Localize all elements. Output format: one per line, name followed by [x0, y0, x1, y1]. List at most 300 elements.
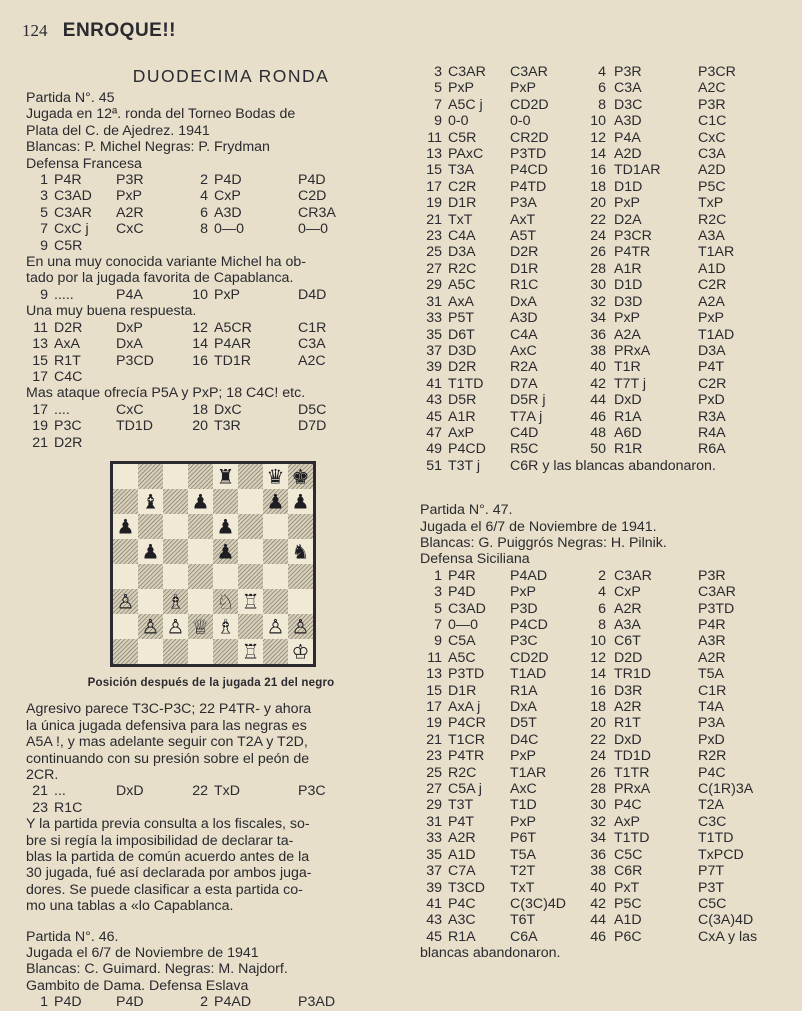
move-cell: D1R — [448, 195, 477, 212]
move-cell: P4D — [298, 172, 326, 189]
move-row — [420, 847, 790, 863]
move-cell: 7 — [434, 96, 442, 113]
move-cell: D7A — [510, 375, 538, 392]
chess-diagram — [110, 461, 316, 667]
move-cell: A2R — [698, 649, 726, 666]
move-cell: P4C — [698, 764, 726, 781]
move-cell: C4A — [448, 228, 476, 245]
move-cell: AxC — [510, 342, 537, 359]
move-cell — [298, 369, 368, 385]
text-line: continuando con su presión sobre el peón de — [26, 750, 310, 767]
left-column — [26, 66, 396, 1011]
text-line: Mas ataque ofrecía P5A y PxP; 18 C4C! etc. — [26, 385, 306, 402]
move-cell: A6D — [614, 424, 642, 441]
move-row — [420, 310, 790, 326]
move-cell: P4CD — [510, 617, 548, 633]
move-row — [26, 435, 396, 451]
move-cell: PxP — [510, 813, 537, 830]
black-piece-e8: ♜ — [216, 464, 235, 489]
move-cell: 39 — [426, 359, 442, 376]
move-row — [420, 327, 790, 343]
move-cell: 27 — [426, 260, 442, 277]
move-cell: D3D — [614, 293, 643, 310]
dark-square — [138, 514, 163, 539]
move-cell: A2A — [698, 293, 725, 310]
move-cell: PxP — [510, 80, 537, 97]
light-square — [288, 589, 313, 614]
black-piece-e6: ♟ — [216, 514, 235, 539]
move-cell: TR1D — [614, 666, 652, 683]
move-cell: PxD — [698, 392, 725, 409]
dark-square — [113, 489, 138, 514]
move-row — [26, 172, 396, 188]
move-cell: 4 — [200, 188, 208, 205]
move-cell: 14 — [590, 146, 606, 163]
move-cell — [116, 435, 180, 451]
move-cell: C5C — [698, 895, 727, 912]
move-row — [26, 800, 396, 816]
dark-square — [188, 564, 213, 589]
move-cell: 6 — [200, 204, 208, 221]
move-cell: A5C — [448, 277, 476, 294]
game-46-moves — [420, 64, 790, 458]
move-row — [26, 994, 396, 1010]
move-cell: R2R — [698, 748, 727, 765]
dark-square — [263, 589, 288, 614]
move-cell: 38 — [590, 342, 606, 359]
white-piece-c3: ♗ — [166, 589, 185, 614]
move-cell: 35 — [426, 326, 442, 343]
move-cell: T5A — [698, 666, 725, 683]
game-46-moves-start — [26, 994, 396, 1010]
black-piece-e5: ♟ — [216, 539, 235, 564]
move-row — [420, 601, 790, 617]
move-cell: 7 — [434, 617, 442, 633]
move-cell: 24 — [590, 228, 606, 245]
move-cell: 2 — [200, 994, 208, 1011]
move-cell: R2C — [698, 211, 727, 228]
text-line: Blancas: G. Puiggrós Negras: H. Pilnik. — [420, 534, 667, 551]
move-cell: D4D — [298, 286, 327, 303]
move-row — [26, 221, 396, 237]
move-cell: 0-0 — [448, 113, 469, 130]
dark-square — [188, 514, 213, 539]
text-line: Partida N°. 45 — [26, 90, 115, 106]
move-row — [26, 238, 396, 254]
game-45-comment-1 — [26, 254, 396, 287]
move-cell: C5A j — [448, 781, 482, 798]
move-cell: C4C — [54, 368, 83, 385]
move-cell: 11 — [33, 319, 48, 336]
move-cell: 4 — [598, 64, 606, 80]
game-45-moves-a — [26, 172, 396, 254]
move-cell: 49 — [426, 441, 442, 458]
move-cell: P3CD — [116, 352, 154, 369]
game-47-final-move: 45 R1A C6A 46 P6C CxA y las — [426, 928, 758, 945]
move-cell: D1D — [614, 178, 643, 195]
white-piece-a3: ♙ — [116, 589, 135, 614]
game-46-intro — [26, 929, 396, 995]
move-cell: P4A — [614, 129, 641, 146]
move-cell: R1R — [614, 441, 643, 458]
move-cell: 3 — [40, 188, 48, 205]
move-cell: 15 — [426, 682, 442, 699]
move-cell — [214, 238, 298, 254]
move-cell: D6T — [448, 326, 475, 343]
move-cell: 10 — [192, 286, 208, 303]
move-cell: R1A — [510, 682, 538, 699]
game-45-moves-e — [26, 783, 396, 816]
move-cell: D4C — [510, 731, 539, 748]
move-cell: 2 — [598, 567, 606, 584]
text-line: En una muy conocida variante Michel ha ob- — [26, 254, 306, 271]
move-cell: P3TD — [698, 600, 735, 617]
move-cell: R6A — [698, 441, 726, 458]
move-row — [420, 666, 790, 682]
black-piece-h7: ♟ — [291, 489, 310, 514]
move-cell: P4R — [448, 567, 476, 584]
move-cell: T5A — [510, 846, 537, 863]
move-cell: C5A — [448, 633, 476, 650]
move-cell: 0—0 — [448, 617, 478, 633]
move-row — [420, 732, 790, 748]
move-cell: 6 — [598, 600, 606, 617]
move-cell: 1 — [434, 567, 442, 584]
move-cell: P5T — [448, 310, 475, 327]
move-cell: C6T — [614, 633, 641, 650]
move-cell: T1D — [510, 797, 537, 814]
move-row — [420, 584, 790, 600]
move-cell: 19 — [32, 418, 48, 435]
move-row — [420, 441, 790, 457]
move-cell: C3A — [698, 146, 726, 163]
move-cell: A2D — [614, 146, 642, 163]
move-cell: DxA — [116, 336, 143, 353]
text-line: Defensa Francesa — [26, 155, 142, 172]
move-cell: P3CR — [614, 228, 652, 245]
white-piece-g2: ♙ — [266, 614, 285, 639]
text-line: Blancas: C. Guimard. Negras: M. Najdorf. — [26, 961, 288, 978]
move-cell: 37 — [426, 342, 442, 359]
move-cell: AxA j — [448, 699, 481, 716]
move-cell: 1 — [40, 994, 48, 1011]
move-cell: C4D — [510, 424, 539, 441]
move-cell: T1TD — [448, 375, 484, 392]
move-cell: 18 — [590, 178, 606, 195]
move-row — [420, 80, 790, 96]
move-row — [420, 376, 790, 392]
move-cell: R2C — [448, 764, 477, 781]
move-cell: TD1AR — [614, 162, 661, 179]
move-cell — [298, 435, 368, 451]
round-title: DUODECIMA RONDA — [132, 66, 330, 86]
move-cell — [116, 369, 180, 385]
move-cell: P3C — [54, 418, 82, 435]
move-cell: P3R — [116, 172, 144, 189]
move-cell: P4AD — [510, 567, 548, 584]
move-cell: 0-0 — [510, 113, 531, 130]
move-cell: P6T — [510, 830, 537, 847]
move-cell: A3D — [214, 204, 242, 221]
move-cell: CxC — [116, 401, 144, 418]
move-cell: P4D — [214, 172, 242, 189]
move-cell: A5C j — [448, 96, 483, 113]
game-45-intro — [26, 90, 396, 172]
move-cell: T3T — [448, 797, 474, 814]
move-cell: A3A — [698, 228, 725, 245]
move-cell: 5 — [434, 80, 442, 97]
move-cell: P3C — [510, 633, 538, 650]
white-piece-f1: ♖ — [241, 639, 260, 664]
move-row — [420, 683, 790, 699]
text-line: A5A !, y mas adelante seguir con T2A y T2D, — [26, 734, 308, 751]
move-cell: P3R — [614, 64, 642, 80]
move-cell: D5T — [510, 715, 537, 732]
move-cell: C5R — [54, 237, 83, 254]
move-cell: 8 — [200, 221, 208, 238]
move-cell: T1TD — [698, 830, 734, 847]
white-piece-d2: ♕ — [191, 614, 210, 639]
move-cell: P4CR — [448, 715, 486, 732]
move-cell: PRxA — [614, 342, 651, 359]
move-cell: P5C — [614, 895, 642, 912]
move-cell: C5R — [448, 129, 477, 146]
move-cell: T1TR — [614, 764, 650, 781]
dark-square — [188, 464, 213, 489]
diagram-caption: Posición después de la jugada 21 del negro — [87, 676, 335, 689]
move-cell: 21 — [32, 783, 48, 800]
move-cell: D5R j — [510, 392, 546, 409]
move-cell: CR3A — [298, 204, 336, 221]
move-cell: 17 — [426, 178, 442, 195]
move-cell: 32 — [590, 293, 606, 310]
page-header — [22, 20, 176, 42]
move-cell: C1R — [698, 682, 727, 699]
move-cell: DxD — [614, 731, 642, 748]
move-row — [26, 336, 396, 352]
move-cell: 29 — [426, 797, 442, 814]
move-cell: PxP — [698, 310, 725, 327]
move-cell: A3D — [614, 113, 642, 130]
black-piece-h5: ♞ — [291, 539, 310, 564]
move-cell: TxPCD — [698, 846, 744, 863]
text-line: 30 jugada, fué así declarada por ambos juga- — [26, 865, 312, 882]
move-cell: PxP — [116, 188, 143, 205]
move-cell: 7 — [40, 221, 48, 238]
move-cell: A1D — [448, 846, 476, 863]
move-cell: C5C — [614, 846, 643, 863]
move-row — [420, 765, 790, 781]
move-cell: P4R — [698, 617, 726, 633]
move-cell: PxD — [698, 731, 725, 748]
move-cell: P4C — [614, 797, 642, 814]
move-cell: 30 — [590, 797, 606, 814]
move-cell: AxA — [448, 293, 475, 310]
black-piece-g7: ♟ — [266, 489, 285, 514]
move-cell: P7T — [698, 863, 725, 880]
move-cell: 4 — [598, 584, 606, 601]
move-row — [420, 699, 790, 715]
move-cell: CxC j — [54, 221, 89, 238]
move-cell: CxC — [116, 221, 144, 238]
move-cell: 39 — [426, 879, 442, 896]
move-cell: 46 — [590, 408, 606, 425]
dark-square — [288, 564, 313, 589]
move-cell: D5R — [448, 392, 477, 409]
text-line: blas la partida de común acuerdo antes de la — [26, 849, 310, 865]
light-square — [188, 539, 213, 564]
dark-square — [238, 564, 263, 589]
move-cell: 21 — [32, 434, 48, 451]
move-cell: P3D — [510, 600, 538, 617]
move-row — [26, 353, 396, 369]
move-cell: A2D — [698, 162, 726, 179]
move-cell: 14 — [590, 666, 606, 683]
move-cell: T1AD — [510, 666, 547, 683]
move-cell: P4T — [698, 359, 725, 376]
move-cell: PxP — [510, 584, 537, 601]
move-cell: P3A — [510, 195, 537, 212]
text-line: Jugada el 6/7 de Noviembre de 1941. — [420, 518, 657, 535]
move-cell: D2R — [510, 244, 539, 261]
move-cell: PAxC — [448, 146, 484, 163]
move-cell: 41 — [426, 895, 442, 912]
move-cell: 11 — [427, 649, 442, 666]
move-cell: C2R — [698, 277, 727, 294]
move-cell: 25 — [426, 764, 442, 781]
text-line: Jugada el 6/7 de Noviembre de 1941 — [26, 945, 259, 962]
move-cell: 3 — [434, 584, 442, 601]
move-cell: 16 — [192, 352, 208, 369]
move-cell: 0—0 — [214, 221, 244, 238]
game-45-moves-c — [26, 320, 396, 386]
move-cell: PxP — [448, 80, 475, 97]
move-cell: TxT — [448, 211, 473, 228]
move-cell: A2R — [614, 600, 642, 617]
move-cell: 5 — [40, 204, 48, 221]
move-cell: DxC — [214, 401, 242, 418]
move-cell: P4AD — [214, 994, 252, 1011]
move-cell: 10 — [590, 113, 606, 130]
move-cell: T3A — [448, 162, 475, 179]
dark-square — [263, 539, 288, 564]
move-cell: CD2D — [510, 96, 549, 113]
move-cell: P4D — [116, 994, 144, 1011]
game-47-moves — [420, 568, 790, 929]
move-cell: A3D — [510, 310, 538, 327]
move-cell: P4TR — [614, 244, 651, 261]
move-cell: PxT — [614, 879, 640, 896]
move-cell: 9 — [434, 113, 442, 130]
move-row — [420, 97, 790, 113]
move-cell: R1T — [614, 715, 641, 732]
move-cell: PxP — [214, 286, 241, 303]
move-row — [420, 633, 790, 649]
move-cell: CxC — [698, 129, 726, 146]
move-row — [420, 212, 790, 228]
move-cell: 18 — [192, 401, 208, 418]
text-line: Y la partida previa consulta a los fiscales, so- — [26, 816, 310, 833]
move-cell: 35 — [426, 846, 442, 863]
move-cell: P3T — [698, 879, 725, 896]
move-cell: P4R — [54, 172, 82, 189]
move-cell: T6T — [510, 912, 536, 929]
move-cell: 20 — [192, 418, 208, 435]
move-cell: 16 — [590, 682, 606, 699]
move-cell: C3AR — [510, 64, 548, 80]
light-square — [113, 464, 138, 489]
black-piece-b5: ♟ — [141, 539, 160, 564]
move-cell: A3R — [698, 633, 726, 650]
move-cell: .... — [54, 401, 70, 418]
move-cell: 15 — [426, 162, 442, 179]
move-cell: C6R — [614, 863, 643, 880]
move-cell: PxP — [614, 310, 641, 327]
move-cell: C1R — [298, 319, 327, 336]
move-cell: P4AR — [214, 336, 252, 353]
move-cell: AxC — [510, 781, 537, 798]
move-cell: R1T — [54, 352, 81, 369]
move-cell: T2T — [510, 863, 536, 880]
move-cell: 13 — [32, 336, 48, 353]
move-cell: 23 — [426, 228, 442, 245]
light-square — [163, 464, 188, 489]
move-cell: AxP — [448, 424, 475, 441]
move-cell: R2A — [510, 359, 538, 376]
move-cell: 9 — [40, 286, 48, 303]
move-cell: 18 — [590, 699, 606, 716]
move-cell: 0—0 — [298, 221, 328, 238]
move-cell: P3R — [698, 96, 726, 113]
move-cell: TxP — [698, 195, 724, 212]
move-cell: C3A — [298, 336, 326, 353]
move-cell: D3A — [448, 244, 476, 261]
move-cell: 16 — [590, 162, 606, 179]
game-45-comment-5 — [26, 816, 396, 914]
move-cell: 28 — [590, 781, 606, 798]
move-row — [420, 392, 790, 408]
move-cell: TD1D — [614, 748, 652, 765]
light-square — [188, 639, 213, 664]
move-row — [420, 748, 790, 764]
page-number: 124 — [22, 21, 48, 40]
move-cell: R4A — [698, 424, 726, 441]
light-square — [113, 614, 138, 639]
move-cell: 10 — [590, 633, 606, 650]
game-45-comment-3 — [26, 385, 396, 401]
light-square — [188, 589, 213, 614]
move-row — [420, 896, 790, 912]
move-cell: ... — [54, 783, 66, 800]
move-cell: TxD — [214, 783, 241, 800]
move-cell: T4A — [698, 699, 725, 716]
move-cell: A1D — [614, 912, 642, 929]
move-cell: C3C — [698, 813, 727, 830]
move-row — [420, 261, 790, 277]
move-cell: 6 — [598, 80, 606, 97]
move-cell: P4A — [116, 286, 143, 303]
light-square — [163, 514, 188, 539]
move-row — [420, 797, 790, 813]
move-cell: T3R — [214, 418, 241, 435]
move-cell: PxP — [510, 748, 537, 765]
move-row — [26, 205, 396, 221]
black-piece-g8: ♛ — [266, 464, 285, 489]
move-cell: P3C — [298, 783, 326, 800]
move-cell: R1C — [510, 277, 539, 294]
light-square — [238, 489, 263, 514]
move-cell: 41 — [426, 375, 442, 392]
